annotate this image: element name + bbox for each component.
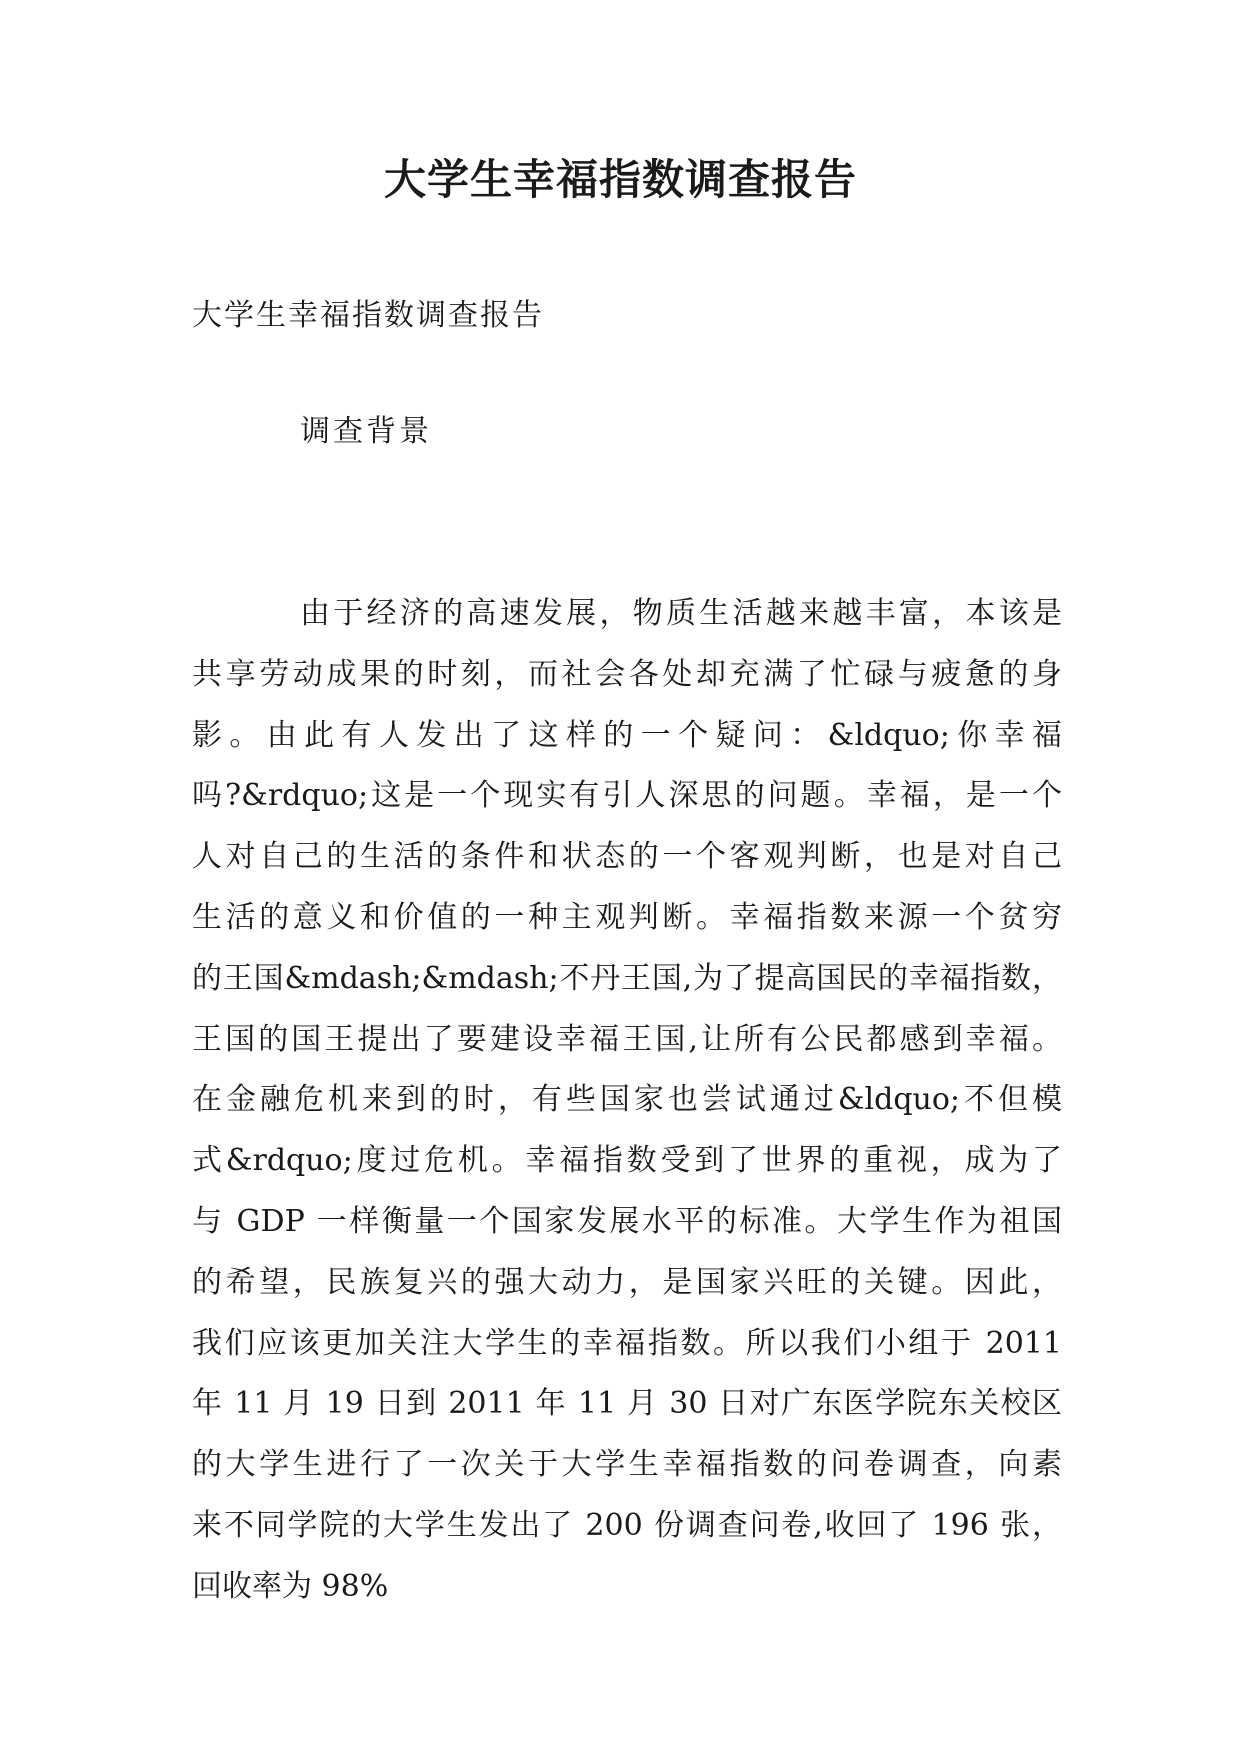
paragraph-line: 来不同学院的大学生发出了 200 份调查问卷,收回了 196 张， [192, 1507, 1062, 1543]
document-title: 大学生幸福指数调查报告 [383, 155, 857, 204]
paragraph-line: 与 GDP 一样衡量一个国家发展水平的标准。大学生作为祖国 [192, 1203, 1062, 1239]
paragraph-line: 的王国&mdash;&mdash;不丹王国,为了提高国民的幸福指数， [192, 960, 1062, 996]
paragraph-line: 的大学生进行了一次关于大学生幸福指数的问卷调查，向素 [192, 1447, 1062, 1483]
paragraph-line: 年 11 月 19 日到 2011 年 11 月 30 日对广东医学院东关校区 [192, 1386, 1062, 1422]
paragraph-line: 回收率为 98% [192, 1568, 389, 1604]
section-heading: 调查背景 [300, 414, 432, 449]
paragraph-line: 共享劳动成果的时刻，而社会各处却充满了忙碌与疲惫的身 [192, 656, 1062, 692]
body-paragraph [192, 584, 1062, 1618]
paragraph-line: 我们应该更加关注大学生的幸福指数。所以我们小组于 2011 [192, 1325, 1062, 1361]
paragraph-line: 在金融危机来到的时，有些国家也尝试通过&ldquo;不但模 [192, 1082, 1062, 1118]
paragraph-line: 式&rdquo;度过危机。幸福指数受到了世界的重视，成为了 [192, 1143, 1062, 1179]
paragraph-line: 由于经济的高速发展，物质生活越来越丰富，本该是 [300, 596, 1062, 631]
paragraph-line: 吗?&rdquo;这是一个现实有引人深思的问题。幸福，是一个 [192, 778, 1062, 814]
paragraph-line: 的希望，民族复兴的强大动力，是国家兴旺的关键。因此， [192, 1264, 1062, 1300]
document-subtitle: 大学生幸福指数调查报告 [192, 298, 544, 333]
paragraph-line: 王国的国王提出了要建设幸福王国,让所有公民都感到幸福。 [192, 1021, 1062, 1057]
paragraph-line: 人对自己的生活的条件和状态的一个客观判断，也是对自己 [192, 839, 1062, 875]
paragraph-line: 影。由此有人发出了这样的一个疑问：&ldquo;你幸福 [192, 717, 1062, 753]
paragraph-line: 生活的意义和价值的一种主观判断。幸福指数来源一个贫穷 [192, 899, 1062, 935]
